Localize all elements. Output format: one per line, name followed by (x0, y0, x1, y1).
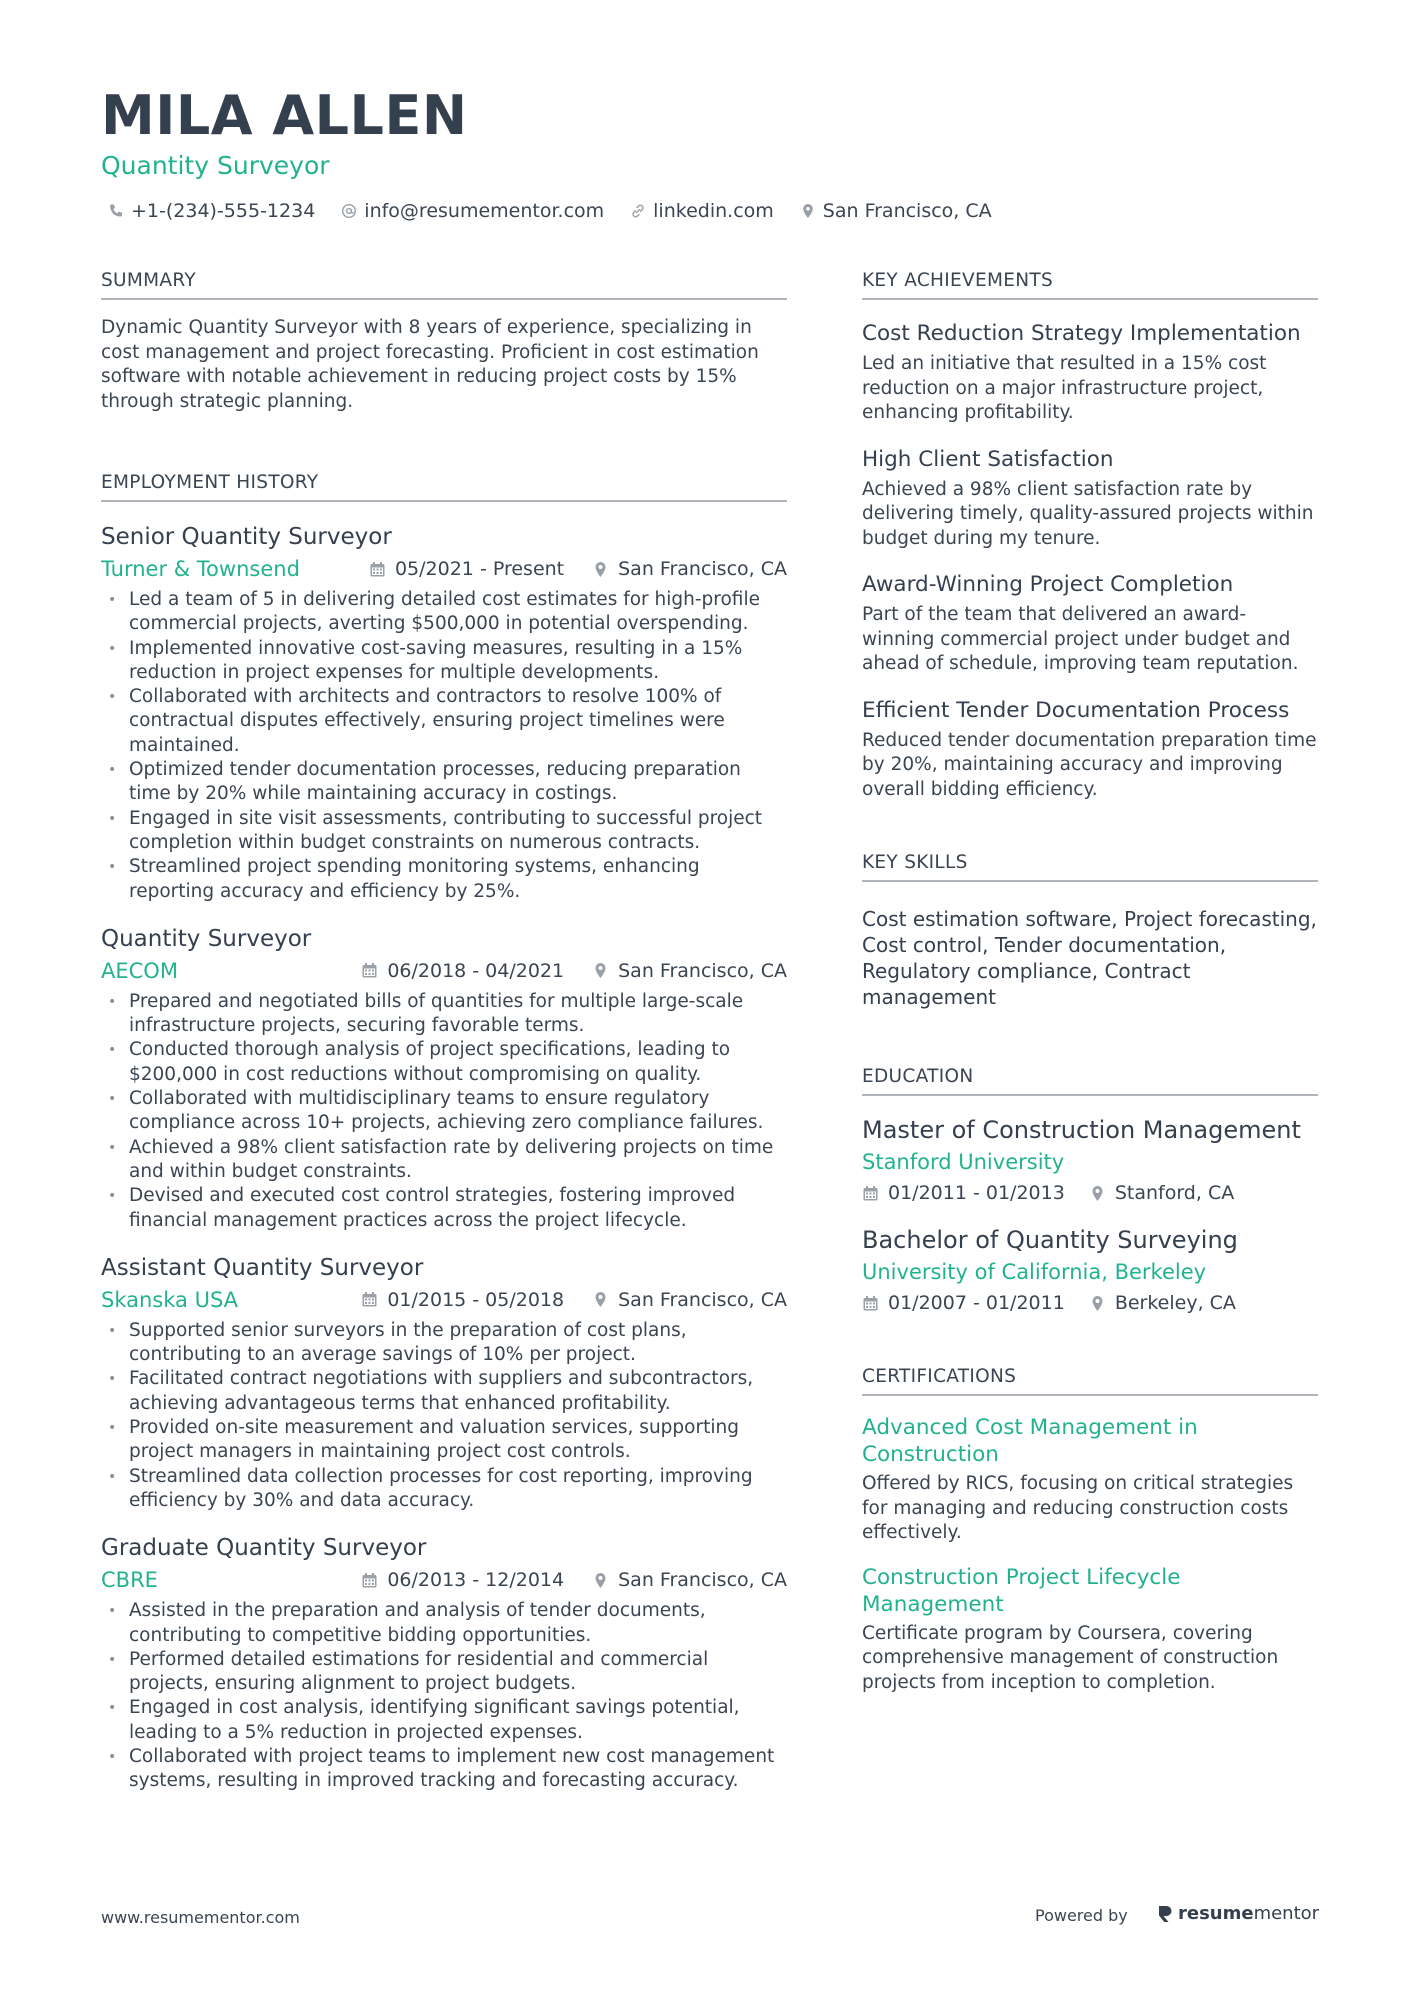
job-dates-group (361, 1289, 564, 1311)
certification-item (862, 1414, 1318, 1546)
candidate-name: MILA ALLEN (101, 84, 468, 147)
job-bullet: • Assisted in the preparation and analysis of tender documents, contributing to competitive bidding opportunities. (101, 1599, 787, 1648)
link-icon (630, 203, 646, 219)
job-company: AECOM (101, 958, 178, 983)
education-location-group (1089, 1182, 1234, 1204)
education-dates: 01/2011 - 01/2013 (888, 1182, 1065, 1204)
job-bullet: • Achieved a 98% client satisfaction rate by delivering projects on time and within budget constraints. (101, 1136, 787, 1185)
job-dates-group (361, 1569, 564, 1591)
job-bullet: • Optimized tender documentation processes, reducing preparation time by 20% while maintaining accuracy in costings. (101, 758, 787, 807)
contact-location-text: San Francisco, CA (822, 200, 992, 222)
education-section (862, 1064, 1318, 1316)
skills-heading: KEY SKILLS (862, 850, 1318, 882)
education-meta (862, 1180, 1318, 1206)
job-company: CBRE (101, 1568, 158, 1593)
job-location-group (592, 1569, 787, 1591)
job-meta (101, 555, 787, 583)
job-location-group (592, 960, 787, 982)
job-list (101, 522, 787, 1794)
achievement-desc: Part of the team that delivered an award-winning commercial project under budget and ahead of schedule, improving team reputation. (862, 604, 1299, 674)
job-bullet: • Streamlined project spending monitoring systems, enhancing reporting accuracy and efficiency by 25%. (101, 855, 787, 904)
education-location: Berkeley, CA (1114, 1292, 1236, 1314)
job-meta (101, 1286, 787, 1314)
job-entry (101, 522, 787, 904)
achievement-item (862, 697, 1318, 803)
footer-brand-logo[interactable] (1157, 1903, 1319, 1924)
contact-email-text: info@resumementor.com (364, 200, 605, 222)
skills-text: Cost estimation software, Project forecasting, Cost control, Tender documentation, Regulatory compliance, Contract management (862, 907, 1317, 1009)
summary-heading: SUMMARY (101, 268, 787, 300)
contact-linkedin-text: linkedin.com (653, 200, 774, 222)
location-pin-icon (592, 1291, 609, 1308)
job-location-group (592, 1289, 787, 1311)
job-bullet: • Collaborated with architects and contractors to resolve 100% of contractual disputes effectively, ensuring project timelines were maintained. (101, 685, 787, 758)
achievements-section (862, 268, 1318, 802)
certification-desc: Offered by RICS, focusing on critical strategies for managing and reducing construction costs effectively. (862, 1473, 1294, 1543)
phone-icon (108, 203, 124, 219)
achievement-title: Efficient Tender Documentation Process (862, 697, 1290, 723)
certifications-section (862, 1364, 1318, 1695)
job-bullet: • Prepared and negotiated bills of quantities for multiple large-scale infrastructure projects, securing favorable terms. (101, 990, 787, 1039)
brand-logo-icon (1157, 1904, 1173, 1924)
job-bullet: • Collaborated with project teams to implement new cost management systems, resulting in improved tracking and forecasting accuracy. (101, 1745, 787, 1794)
job-meta (101, 1566, 787, 1594)
calendar-icon (862, 1185, 879, 1202)
job-entry (101, 924, 787, 1233)
education-school: Stanford University (862, 1150, 1065, 1174)
education-item (862, 1224, 1318, 1316)
job-entry (101, 1253, 787, 1513)
at-icon (341, 203, 357, 219)
job-bullets (101, 990, 787, 1233)
job-title: Graduate Quantity Surveyor (101, 1535, 427, 1562)
job-title: Senior Quantity Surveyor (101, 524, 392, 550)
location-pin-icon (1089, 1295, 1106, 1312)
job-entry (101, 1533, 787, 1793)
certification-list (862, 1414, 1318, 1695)
job-dates-group (369, 558, 564, 580)
calendar-icon (369, 561, 386, 578)
achievement-title: Award-Winning Project Completion (862, 572, 1234, 597)
education-list (862, 1114, 1318, 1316)
employment-section (101, 470, 787, 1794)
education-degree: Bachelor of Quantity Surveying (862, 1226, 1238, 1254)
education-meta (862, 1290, 1318, 1316)
left-column (101, 268, 787, 1794)
contact-email[interactable] (341, 198, 604, 224)
summary-section (101, 268, 787, 414)
achievement-item (862, 320, 1318, 426)
job-dates: 06/2018 - 04/2021 (387, 959, 565, 982)
education-dates: 01/2007 - 01/2011 (888, 1292, 1065, 1314)
location-pin-icon (800, 203, 816, 219)
job-bullet: • Collaborated with multidisciplinary teams to ensure regulatory compliance across 10+ projects, achieving zero compliance failures. (101, 1087, 787, 1136)
job-bullet: • Led a team of 5 in delivering detailed cost estimates for high-profile commercial projects, averting $500,000 in potential overspending. (101, 588, 787, 637)
achievement-title: Cost Reduction Strategy Implementation (862, 321, 1301, 346)
education-dates-group (862, 1292, 1065, 1314)
contact-location (800, 198, 992, 224)
achievements-heading: KEY ACHIEVEMENTS (862, 268, 1318, 300)
contact-phone-text: +1-(234)-555-1234 (131, 200, 316, 222)
right-column (862, 268, 1318, 1695)
job-meta (101, 957, 787, 985)
job-location: San Francisco, CA (618, 1288, 787, 1311)
location-pin-icon (592, 1572, 609, 1589)
achievement-desc: Reduced tender documentation preparation time by 20%, maintaining accuracy and improving overall bidding efficiency. (862, 729, 1317, 800)
contact-phone[interactable] (108, 198, 315, 224)
education-location: Stanford, CA (1114, 1182, 1235, 1204)
job-title: Assistant Quantity Surveyor (101, 1254, 424, 1281)
location-pin-icon (1089, 1185, 1106, 1202)
education-school: University of California, Berkeley (862, 1260, 1207, 1284)
job-bullet: • Implemented innovative cost-saving measures, resulting in a 15% reduction in project expenses for multiple developments. (101, 637, 787, 686)
calendar-icon (862, 1295, 879, 1312)
candidate-title: Quantity Surveyor (101, 151, 330, 180)
certifications-heading: CERTIFICATIONS (862, 1364, 1318, 1396)
achievement-title: High Client Satisfaction (862, 446, 1114, 472)
certification-item (862, 1564, 1318, 1696)
job-bullet: • Engaged in site visit assessments, contributing to successful project completion within budget constraints on numerous contracts. (101, 807, 787, 856)
achievement-item (862, 571, 1318, 677)
job-bullets (101, 1319, 787, 1513)
job-bullet: • Streamlined data collection processes for cost reporting, improving efficiency by 30% and data accuracy. (101, 1465, 787, 1514)
job-bullet: • Performed detailed estimations for residential and commercial projects, ensuring alignment to project budgets. (101, 1648, 787, 1697)
job-bullet: • Supported senior surveyors in the preparation of cost plans, contributing to an average savings of 10% per project. (101, 1319, 787, 1368)
certification-title: Construction Project Lifecycle Management (862, 1564, 1181, 1617)
footer-powered-by: Powered by (1035, 1906, 1128, 1925)
job-bullet: • Provided on-site measurement and valuation services, supporting project managers in maintaining project cost controls. (101, 1416, 787, 1465)
job-dates: 01/2015 - 05/2018 (387, 1288, 565, 1311)
location-pin-icon (592, 561, 609, 578)
job-bullet: • Devised and executed cost control strategies, fostering improved financial management practices across the project lifecycle. (101, 1184, 787, 1233)
achievement-desc: Led an initiative that resulted in a 15% cost reduction on a major infrastructure project, enhancing profitability. (862, 353, 1267, 423)
job-company: Skanska USA (101, 1287, 239, 1312)
job-dates: 05/2021 - Present (394, 558, 565, 580)
certification-desc: Certificate program by Coursera, covering comprehensive management of construction projects from inception to completion. (862, 1622, 1279, 1693)
job-location-group (592, 558, 787, 580)
job-dates-group (361, 960, 564, 982)
employment-heading: EMPLOYMENT HISTORY (101, 470, 787, 502)
achievement-item (862, 446, 1318, 552)
job-bullet: • Engaged in cost analysis, identifying significant savings potential, leading to a 5% reduction in projected expenses. (101, 1696, 787, 1745)
education-location-group (1089, 1292, 1236, 1314)
achievement-desc: Achieved a 98% client satisfaction rate by delivering timely, quality-assured projects within budget during my tenure. (862, 478, 1314, 549)
location-pin-icon (592, 962, 609, 979)
job-company: Turner & Townsend (101, 557, 300, 581)
skills-section (862, 850, 1318, 1010)
summary-text: Dynamic Quantity Surveyor with 8 years of experience, specializing in cost management and project forecasting. Proficient in cost estimation software with notable achievement in reducing project costs by 15% through strategic planning. (101, 317, 759, 412)
job-title: Quantity Surveyor (101, 925, 312, 952)
certification-title: Advanced Cost Management in Construction (862, 1415, 1198, 1467)
job-bullets (101, 1599, 787, 1793)
education-item (862, 1114, 1318, 1206)
contact-bar (108, 198, 1018, 224)
calendar-icon (361, 962, 378, 979)
job-location: San Francisco, CA (618, 959, 787, 982)
job-bullets (101, 588, 787, 904)
brand-text-bold: resume (1178, 1903, 1254, 1924)
job-location: San Francisco, CA (618, 1569, 787, 1592)
achievement-list (862, 320, 1318, 802)
job-location: San Francisco, CA (618, 558, 787, 580)
education-dates-group (862, 1182, 1065, 1204)
calendar-icon (361, 1572, 378, 1589)
footer-url[interactable]: www.resumementor.com (101, 1908, 300, 1927)
contact-linkedin[interactable] (630, 198, 774, 224)
calendar-icon (361, 1291, 378, 1308)
job-bullet: • Conducted thorough analysis of project specifications, leading to $200,000 in cost reductions without compromising on quality. (101, 1038, 787, 1087)
education-degree: Master of Construction Management (862, 1116, 1301, 1144)
job-bullet: • Facilitated contract negotiations with suppliers and subcontractors, achieving advantageous terms that enhanced profitability. (101, 1367, 787, 1416)
education-heading: EDUCATION (862, 1064, 1318, 1096)
brand-text-light: mentor (1253, 1903, 1320, 1924)
job-dates: 06/2013 - 12/2014 (387, 1569, 565, 1592)
